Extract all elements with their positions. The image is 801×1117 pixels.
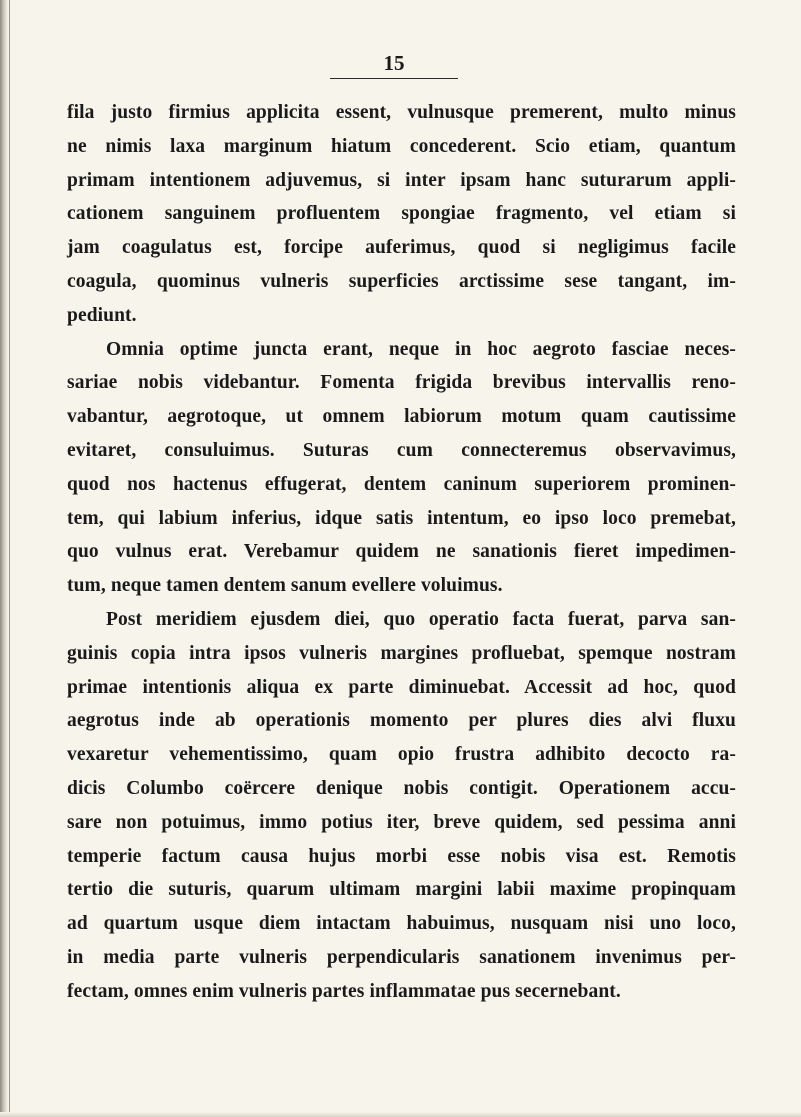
text-line: tem, qui labium inferius, idque satis intentum, eo ipso loco premebat, xyxy=(67,507,736,529)
text-line: sare non potuimus, immo potius iter, breve quidem, sed pessima anni xyxy=(67,811,736,833)
text-line: evitaret, consuluimus. Suturas cum connecteremus observavimus, xyxy=(67,439,736,461)
text-line: pediunt. xyxy=(67,304,137,326)
text-line: aegrotus inde ab operationis momento per plures dies alvi fluxu xyxy=(67,710,736,732)
text-line: tertio die suturis, quarum ultimam margini labii maxime propinquam xyxy=(67,879,736,901)
text-line: ne nimis laxa marginum hiatum concederent. Scio etiam, quantum xyxy=(67,135,736,157)
paragraph-first-line: Post meridiem ejusdem diei, quo operatio facta fuerat, parva san- xyxy=(106,608,736,630)
page-number: 15 xyxy=(383,51,405,75)
text-line: dicis Columbo coërcere denique nobis contigit. Operationem accu- xyxy=(67,777,736,799)
text-line: cationem sanguinem profluentem spongiae fragmento, vel etiam si xyxy=(67,203,736,225)
text-line: jam coagulatus est, forcipe auferimus, quod si negligimus facile xyxy=(67,237,736,259)
body-text xyxy=(67,96,736,1009)
text-line: guinis copia intra ipsos vulneris margines profluebat, spemque nostram xyxy=(67,642,736,664)
text-line: temperie factum causa hujus morbi esse nobis visa est. Remotis xyxy=(67,845,736,867)
page-bottom-edge xyxy=(0,1112,801,1117)
text-line: primam intentionem adjuvemus, si inter ipsam hanc suturarum appli- xyxy=(67,169,736,191)
text-line: sariae nobis videbantur. Fomenta frigida brevibus intervallis reno- xyxy=(67,372,736,394)
text-line: tum, neque tamen dentem sanum evellere voluimus. xyxy=(67,575,503,597)
text-line: vabantur, aegrotoque, ut omnem labiorum motum quam cautissime xyxy=(67,406,736,428)
page-header xyxy=(330,52,458,79)
text-line: fila justo firmius applicita essent, vulnusque premerent, multo minus xyxy=(67,102,736,123)
text-line: quo vulnus erat. Verebamur quidem ne sanationis fieret impedimen- xyxy=(67,541,736,563)
text-line: coagula, quominus vulneris superficies arctissime sese tangant, im- xyxy=(67,270,736,292)
header-rule xyxy=(330,78,458,79)
text-line: in media parte vulneris perpendicularis sanationem invenimus per- xyxy=(67,946,736,968)
text-line: vexaretur vehementissimo, quam opio frustra adhibito decocto ra- xyxy=(67,744,736,766)
paragraph-first-line: Omnia optime juncta erant, neque in hoc aegroto fasciae neces- xyxy=(106,338,736,360)
page-binding-shadow xyxy=(0,0,8,1117)
text-line: quod nos hactenus effugerat, dentem caninum superiorem prominen- xyxy=(67,473,736,495)
text-line: primae intentionis aliqua ex parte diminuebat. Accessit ad hoc, quod xyxy=(67,676,736,698)
text-line: fectam, omnes enim vulneris partes inflammatae pus secernebant. xyxy=(67,980,621,1002)
page-binding-line xyxy=(9,0,10,1117)
text-line: ad quartum usque diem intactam habuimus, nusquam nisi uno loco, xyxy=(67,913,736,935)
